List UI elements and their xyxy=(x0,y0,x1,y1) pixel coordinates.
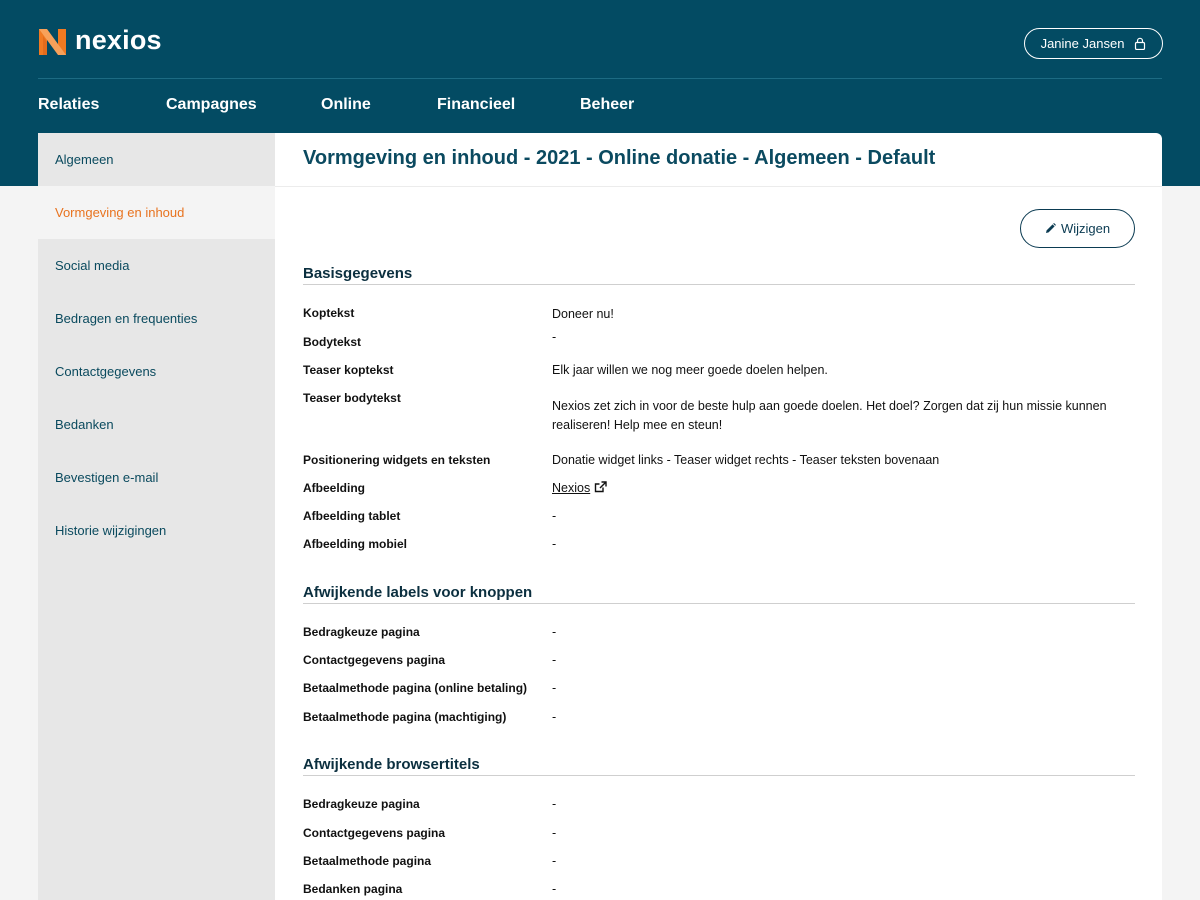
field-label: Betaalmethode pagina (machtiging) xyxy=(303,710,507,724)
field-label: Contactgegevens pagina xyxy=(303,653,446,667)
nav-item-beheer[interactable]: Beheer xyxy=(580,96,635,113)
image-link[interactable]: Nexios xyxy=(552,481,591,495)
field-label: Bodytekst xyxy=(303,335,362,349)
nav-item-campagnes[interactable]: Campagnes xyxy=(166,96,257,113)
field-label: Teaser bodytekst xyxy=(303,391,401,405)
section-divider xyxy=(303,284,1135,285)
field-value: - xyxy=(552,710,557,724)
main-navigation xyxy=(38,96,660,118)
field-value: - xyxy=(552,681,557,695)
brand-name: nexios xyxy=(75,24,162,55)
title-divider xyxy=(275,186,1162,187)
nav-item-online[interactable]: Online xyxy=(321,96,371,113)
field-value: - xyxy=(552,826,557,840)
field-label: Afbeelding tablet xyxy=(303,509,401,523)
field-label: Positionering widgets en teksten xyxy=(303,453,491,467)
nav-item-financieel[interactable]: Financieel xyxy=(437,96,516,113)
edit-button[interactable] xyxy=(1020,209,1135,248)
field-label: Teaser koptekst xyxy=(303,363,394,377)
field-value: - xyxy=(552,537,557,551)
section-title-afwijkende-browsertitels: Afwijkende browsertitels xyxy=(303,756,480,773)
nav-item-relaties[interactable]: Relaties xyxy=(38,96,100,113)
field-value: Donatie widget links - Teaser widget rechts - Teaser teksten bovenaan xyxy=(552,453,940,467)
field-label: Afbeelding xyxy=(303,481,365,495)
field-value: - xyxy=(552,625,557,639)
section-title-afwijkende-labels: Afwijkende labels voor knoppen xyxy=(303,584,533,601)
page-title: Vormgeving en inhoud - 2021 - Online donatie - Algemeen - Default xyxy=(303,147,936,169)
sidebar xyxy=(38,133,275,900)
field-value: Elk jaar willen we nog meer goede doelen helpen. xyxy=(552,363,828,377)
field-label: Contactgegevens pagina xyxy=(303,826,446,840)
header-divider xyxy=(38,78,1162,79)
lock-icon xyxy=(1134,37,1146,50)
user-name: Janine Jansen xyxy=(1040,36,1125,51)
field-label: Koptekst xyxy=(303,306,355,320)
section-divider xyxy=(303,775,1135,776)
field-label: Betaalmethode pagina xyxy=(303,854,432,868)
sidebar-item-bevestigen-e-mail[interactable]: Bevestigen e-mail xyxy=(55,470,159,485)
brand-logo[interactable] xyxy=(38,24,162,57)
field-label: Bedragkeuze pagina xyxy=(303,797,420,811)
field-value: - xyxy=(552,509,557,523)
field-value: Doneer nu! xyxy=(552,307,614,321)
content-panel xyxy=(275,133,1162,900)
field-label: Afbeelding mobiel xyxy=(303,537,408,551)
field-value xyxy=(552,479,1112,498)
field-value: - xyxy=(552,882,557,896)
pencil-icon xyxy=(1045,223,1056,234)
sidebar-item-contactgegevens[interactable]: Contactgegevens xyxy=(55,364,157,379)
sidebar-item-vormgeving-en-inhoud[interactable]: Vormgeving en inhoud xyxy=(38,186,275,239)
field-value: - xyxy=(552,854,557,868)
field-value: - xyxy=(552,653,557,667)
sidebar-item-algemeen[interactable]: Algemeen xyxy=(55,152,114,167)
external-link-icon[interactable] xyxy=(594,481,607,493)
user-menu-button[interactable] xyxy=(1024,28,1163,59)
sidebar-item-social-media[interactable]: Social media xyxy=(55,258,130,273)
section-divider xyxy=(303,603,1135,604)
sidebar-item-bedanken[interactable]: Bedanken xyxy=(55,417,114,432)
field-value: Nexios zet zich in voor de beste hulp aan goede doelen. Het doel? Zorgen dat zij hun missie kunnen realiseren! Help mee en steun! xyxy=(552,399,1107,432)
section-title-basisgegevens: Basisgegevens xyxy=(303,265,413,282)
sidebar-item-bedragen-en-frequenties[interactable]: Bedragen en frequenties xyxy=(55,311,198,326)
field-value: - xyxy=(552,330,557,344)
nexios-logo-icon xyxy=(38,28,67,56)
field-label: Betaalmethode pagina (online betaling) xyxy=(303,681,528,695)
field-value: - xyxy=(552,797,557,811)
field-label: Bedragkeuze pagina xyxy=(303,625,420,639)
edit-button-label: Wijzigen xyxy=(1060,221,1111,236)
sidebar-item-historie-wijzigingen[interactable]: Historie wijzigingen xyxy=(55,523,167,538)
field-label: Bedanken pagina xyxy=(303,882,403,896)
